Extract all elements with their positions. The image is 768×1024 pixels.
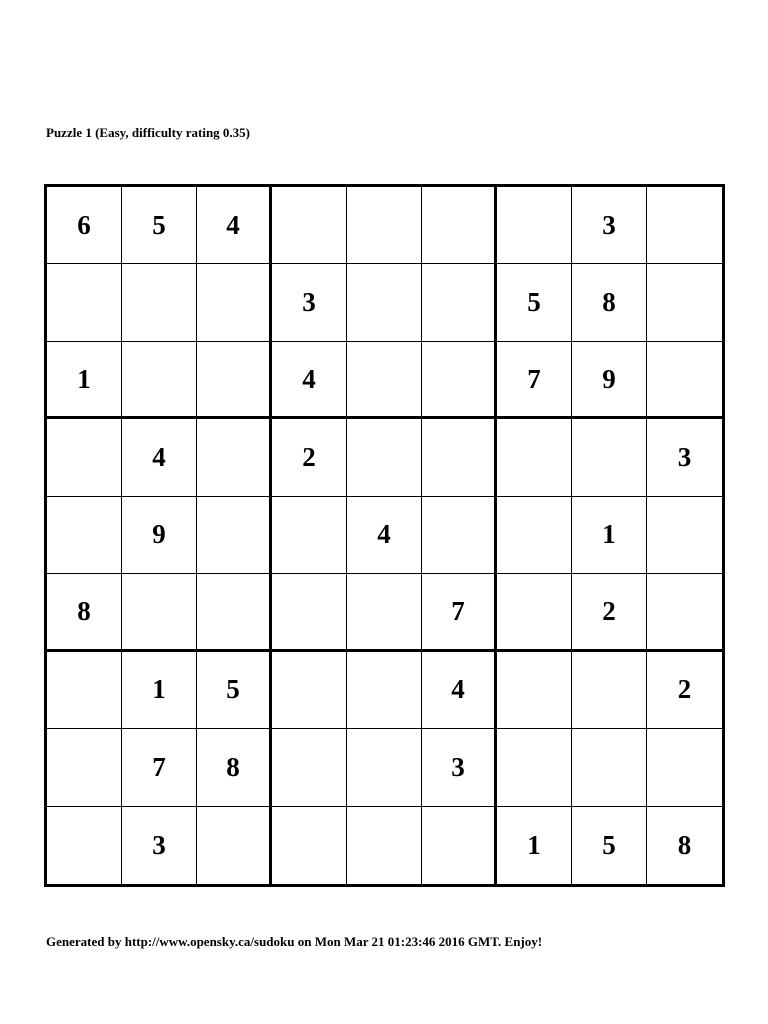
sudoku-cell: [122, 342, 197, 419]
sudoku-cell: 2: [647, 652, 722, 729]
sudoku-cell: [272, 729, 347, 806]
sudoku-cell: [497, 729, 572, 806]
sudoku-cell: [197, 419, 272, 496]
sudoku-cell: [497, 187, 572, 264]
sudoku-cell: 1: [497, 807, 572, 884]
sudoku-cell: [47, 729, 122, 806]
sudoku-cell: 8: [572, 264, 647, 341]
sudoku-cell: [47, 497, 122, 574]
sudoku-cell: [47, 652, 122, 729]
sudoku-cell: [197, 342, 272, 419]
sudoku-cell: 5: [197, 652, 272, 729]
sudoku-cell: 4: [122, 419, 197, 496]
sudoku-cell: [647, 574, 722, 651]
sudoku-cell: 1: [47, 342, 122, 419]
sudoku-cell: 4: [347, 497, 422, 574]
sudoku-cell: [197, 574, 272, 651]
sudoku-cell: [347, 807, 422, 884]
sudoku-cell: [647, 342, 722, 419]
sudoku-cell: [47, 264, 122, 341]
sudoku-cell: 3: [422, 729, 497, 806]
sudoku-cell: [47, 419, 122, 496]
sudoku-cell: [347, 187, 422, 264]
sudoku-cell: [647, 187, 722, 264]
sudoku-cell: [347, 574, 422, 651]
sudoku-cell: [272, 574, 347, 651]
sudoku-cell: [347, 729, 422, 806]
sudoku-cell: 6: [47, 187, 122, 264]
puzzle-title: Puzzle 1 (Easy, difficulty rating 0.35): [46, 125, 251, 140]
sudoku-cell: 3: [122, 807, 197, 884]
footer-credit: Generated by http://www.opensky.ca/sudoku on Mon Mar 21 01:23:46 2016 GMT. Enjoy!: [46, 934, 543, 949]
sudoku-cell: 7: [497, 342, 572, 419]
sudoku-cell: [422, 264, 497, 341]
sudoku-cell: 1: [572, 497, 647, 574]
sudoku-cell: [422, 807, 497, 884]
sudoku-cell: [347, 264, 422, 341]
sudoku-cell: [272, 187, 347, 264]
sudoku-cell: [497, 574, 572, 651]
sudoku-cell: [272, 807, 347, 884]
sudoku-cell: [122, 574, 197, 651]
sudoku-cell: 4: [422, 652, 497, 729]
sudoku-cell: 9: [122, 497, 197, 574]
sudoku-cell: 8: [677, 829, 692, 860]
sudoku-cell: 3: [647, 419, 722, 496]
sudoku-cell: [197, 497, 272, 574]
sudoku-cell: [647, 729, 722, 806]
sudoku-cell: [197, 264, 272, 341]
sudoku-cell: [272, 652, 347, 729]
sudoku-cell: [497, 652, 572, 729]
sudoku-cell: [647, 497, 722, 574]
sudoku-cell: 1: [122, 652, 197, 729]
sudoku-cell: [572, 729, 647, 806]
sudoku-cell: [422, 187, 497, 264]
sudoku-cell: 5: [497, 264, 572, 341]
sudoku-cell: 3: [572, 187, 647, 264]
sudoku-cell: [497, 497, 572, 574]
sudoku-cell: [47, 807, 122, 884]
sudoku-cell: 9: [572, 342, 647, 419]
sudoku-cell: [422, 342, 497, 419]
sudoku-cell: 4: [197, 187, 272, 264]
sudoku-cell: [272, 497, 347, 574]
sudoku-cell: [347, 419, 422, 496]
sudoku-cell: [572, 419, 647, 496]
sudoku-cell: 8: [47, 574, 122, 651]
sudoku-cell: [572, 652, 647, 729]
sudoku-cell: 3: [272, 264, 347, 341]
sudoku-cell: 4: [272, 342, 347, 419]
sudoku-cell: [422, 497, 497, 574]
sudoku-board: [44, 184, 725, 887]
sudoku-cell: [347, 652, 422, 729]
sudoku-cell: 5: [572, 807, 647, 884]
sudoku-cell: [122, 264, 197, 341]
sudoku-cell: 8: [197, 729, 272, 806]
sudoku-cell: [347, 342, 422, 419]
sudoku-cell: 2: [572, 574, 647, 651]
sudoku-cell: [422, 419, 497, 496]
sudoku-cell: [197, 807, 272, 884]
sudoku-cell: [647, 264, 722, 341]
sudoku-cell: 2: [272, 419, 347, 496]
sudoku-cell: [497, 419, 572, 496]
sudoku-cell: 7: [122, 729, 197, 806]
sudoku-cell: 5: [122, 187, 197, 264]
sudoku-cell: 7: [422, 574, 497, 651]
